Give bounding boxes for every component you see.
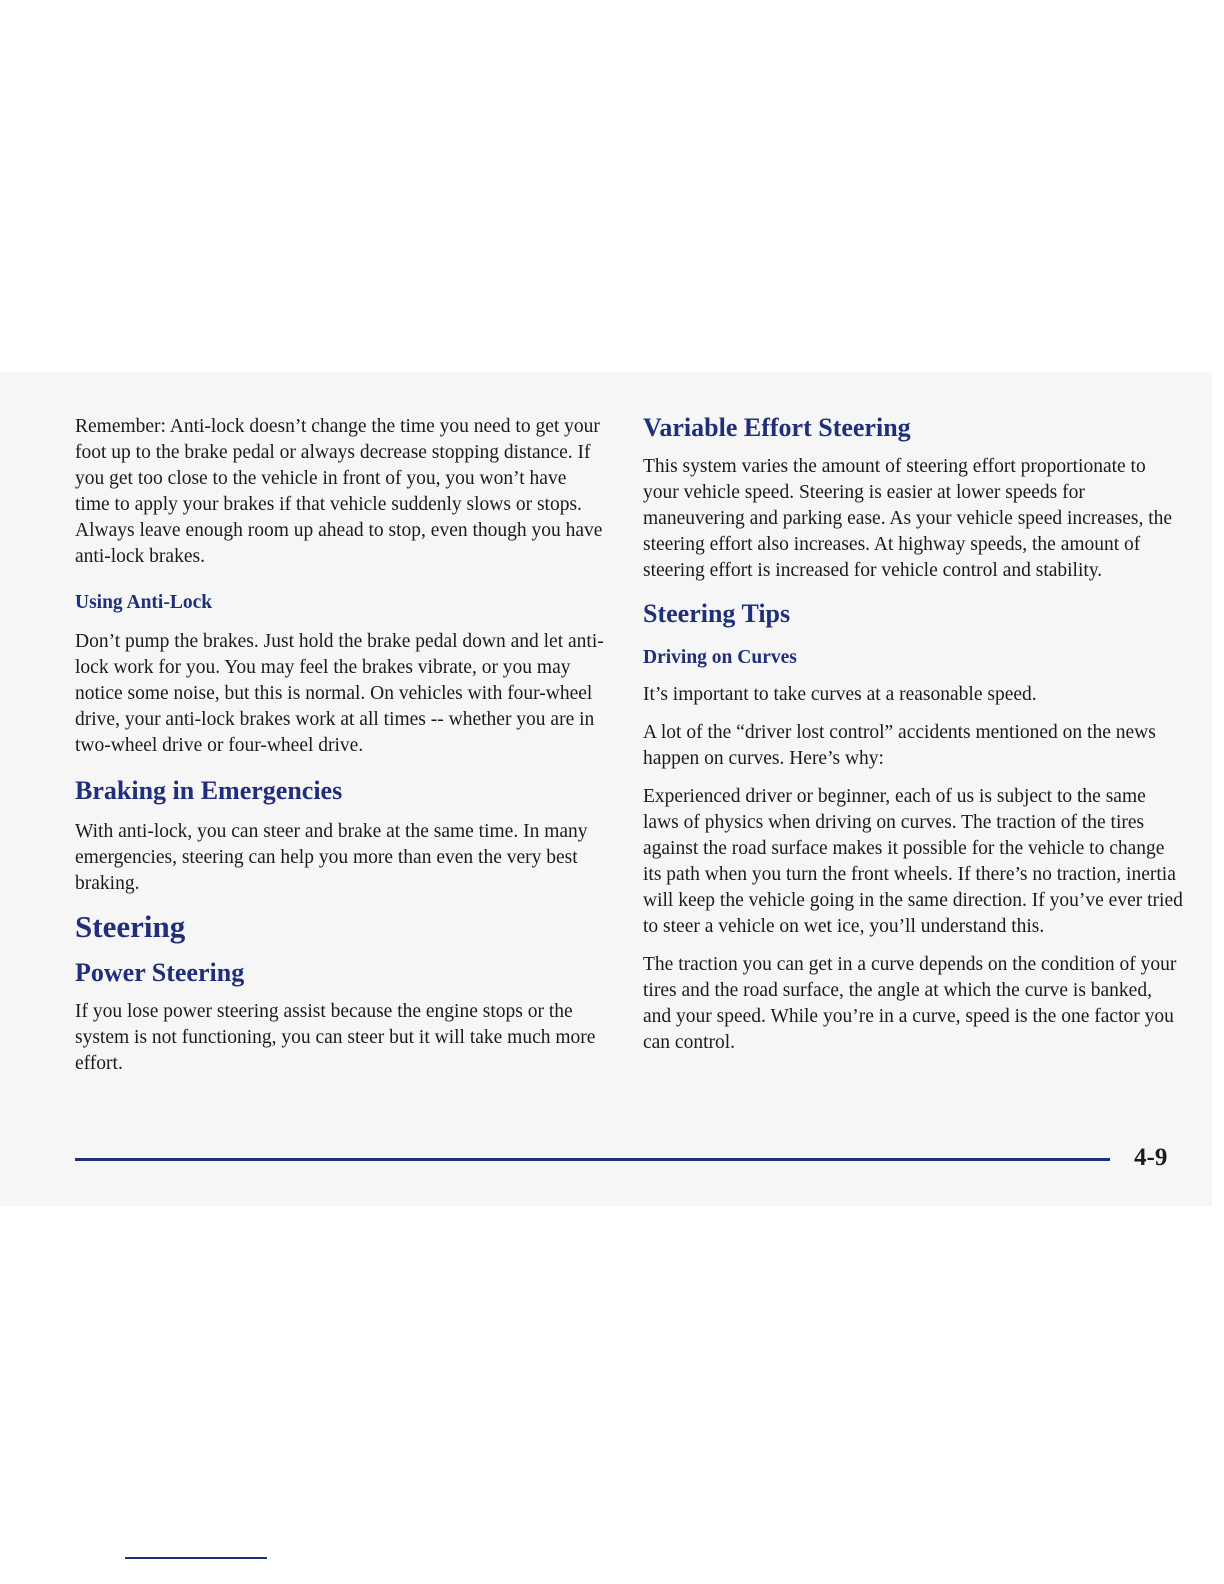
right-column [643,412,1183,1056]
driving-curves-heading: Driving on Curves [643,647,797,668]
remember-paragraph: Remember: Anti-lock doesn’t change the time you need to get your foot up to the brake pedal or always decrease stopping distance. If you get too close to the vehicle in front of you, you won’t have time to apply your brakes if that vehicle suddenly slows or stops. Always leave enough room up ahead to stop, even though you have anti-lock brakes. [75,416,603,567]
page-number: 4-9 [1134,1144,1168,1171]
steering-heading: Steering [75,909,186,944]
using-antilock-heading: Using Anti-Lock [75,592,213,613]
power-steering-paragraph: If you lose power steering assist because the engine stops or the system is not functioning, you can steer but it will take much more effort. [75,1001,596,1074]
curves-paragraph-4: The traction you can get in a curve depends on the condition of your tires and the road surface, the angle at which the curve is banked, and your speed. While you’re in a curve, speed is the one factor you can control. [643,954,1177,1053]
manual-page [0,372,1212,1206]
steering-tips-heading: Steering Tips [643,599,791,628]
power-steering-heading: Power Steering [75,958,245,987]
using-antilock-paragraph: Don’t pump the brakes. Just hold the brake pedal down and let anti-lock work for you. You may feel the brakes vibrate, or you may notice some noise, but this is normal. On vehicles with four-wheel drive, your anti-lock brakes work at all times -- whether you are in two-wheel drive or four-wheel drive. [75,631,604,756]
braking-emergencies-paragraph: With anti-lock, you can steer and brake at the same time. In many emergencies, steering can help you more than even the very best braking. [75,821,588,894]
stray-rule [125,1557,267,1559]
braking-emergencies-heading: Braking in Emergencies [75,776,343,805]
curves-paragraph-2: A lot of the “driver lost control” accidents mentioned on the news happen on curves. Here’s why: [643,722,1156,769]
variable-effort-paragraph: This system varies the amount of steering effort proportionate to your vehicle speed. Steering is easier at lower speeds for maneuvering and parking ease. As your vehicle speed increases, the steering effort also increases. At highway speeds, the amount of steering effort is increased for vehicle control and stability. [643,456,1173,581]
footer-rule [75,1158,1110,1161]
curves-paragraph-3: Experienced driver or beginner, each of us is subject to the same laws of physics when driving on curves. The traction of the tires against the road surface makes it possible for the vehicle to change its path when you turn the front wheels. If there’s no traction, inertia will keep the vehicle going in the same direction. If you’ve ever tried to steer a vehicle on wet ice, you’ll understand this. [643,786,1183,937]
left-column [75,414,605,1077]
curves-paragraph-1: It’s important to take curves at a reasonable speed. [643,684,1037,705]
variable-effort-heading: Variable Effort Steering [643,413,911,442]
